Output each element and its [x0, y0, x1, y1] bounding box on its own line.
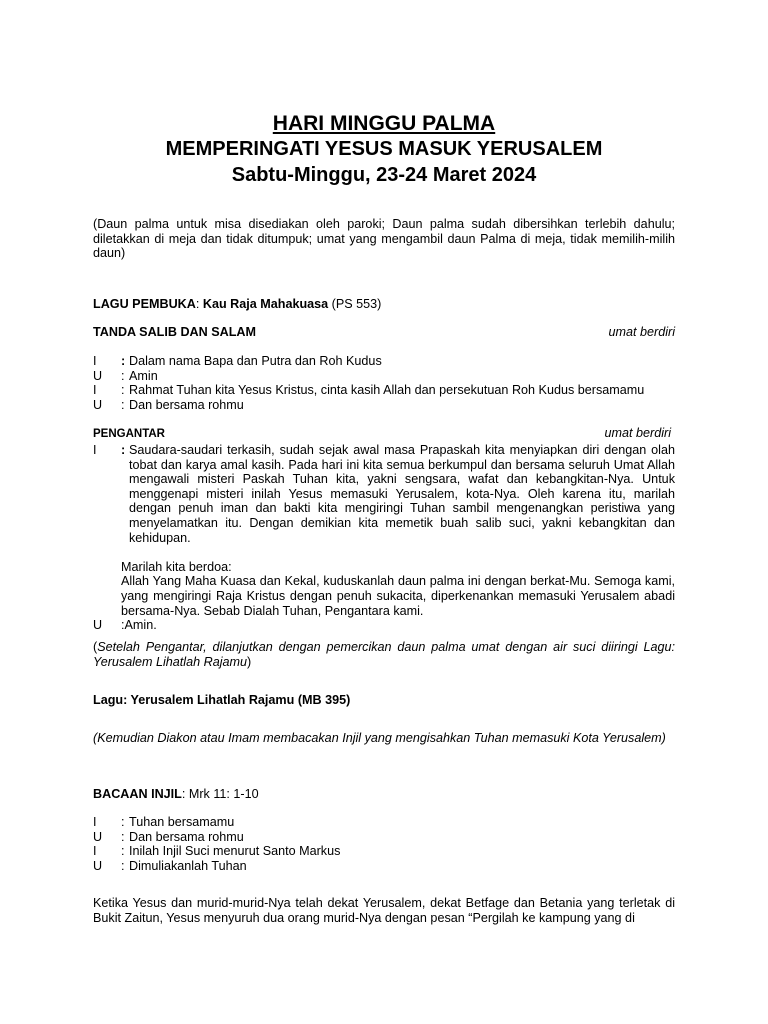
speaker-label: I: [93, 383, 97, 398]
prayer-text: Allah Yang Maha Kuasa dan Kekal, kuduskanlah daun palma ini dengan berkat-Mu. Semoga kami, yang mengiringi Raja Kristus dengan penuh sukacita, diperkenankan memasuki Yerusalem abadi bersama-Nya. Sebab Dialah Tuhan, Pengantara kami.: [121, 574, 675, 618]
pengantar-note: umat berdiri: [604, 426, 671, 440]
pengantar-paragraph: [93, 443, 675, 545]
after-pengantar-note: [93, 640, 675, 669]
intro-note: (Daun palma untuk misa disediakan oleh paroki; Daun palma sudah dibersihkan terlebih dahulu; diletakkan di meja dan tidak ditumpuk; umat yang mengambil daun Palma di meja, tidak memilih-milih daun): [93, 217, 675, 261]
colon: :: [121, 815, 125, 829]
speaker-label: U: [93, 368, 103, 383]
gospel-text: Ketika Yesus dan murid-murid-Nya telah dekat Yerusalem, dekat Betfage dan Betania yang terletak di Bukit Zaitun, Yesus menyuruh dua orang murid-Nya dengan pesan “Pergilah ke kampung yang di: [93, 896, 675, 925]
dialogue-line: [93, 369, 675, 384]
bacaan-injil-ref: : Mrk 11: 1-10: [181, 787, 259, 801]
title-line-1: HARI MINGGU PALMA: [272, 112, 496, 135]
pengantar-body: [93, 443, 675, 633]
dialogue-text: Rahmat Tuhan kita Yesus Kristus, cinta kasih Allah dan persekutuan Roh Kudus bersamamu: [129, 383, 645, 398]
paren-close: ): [247, 654, 252, 669]
lagu-pembuka-label: LAGU PEMBUKA: [93, 297, 196, 311]
colon: :: [121, 368, 125, 383]
dialogue-text: Tuhan bersamamu: [129, 815, 235, 829]
dialogue-text: Inilah Injil Suci menurut Santo Markus: [129, 844, 341, 859]
dialogue-line: [93, 398, 675, 413]
dialogue-line: [93, 383, 675, 398]
dialogue-line: [93, 830, 675, 845]
speaker-label: I: [93, 844, 97, 859]
dialogue-line: [93, 815, 675, 830]
colon: :: [121, 858, 125, 873]
speaker-label: I: [93, 443, 97, 457]
dialogue-text: Dan bersama rohmu: [129, 397, 244, 412]
tanda-salib-note: umat berdiri: [608, 325, 675, 339]
paren-open: (: [93, 640, 98, 654]
pengantar-heading: PENGANTAR: [93, 428, 165, 440]
speaker-label: I: [93, 815, 97, 829]
speaker-label: U: [93, 397, 103, 412]
after-pengantar-text: Setelah Pengantar, dilanjutkan dengan pemercikan daun palma umat dengan air suci diiringi Lagu: Yerusalem Lihatlah Rajamu: [93, 640, 675, 669]
lagu-pembuka-song: Kau Raja Mahakuasa: [202, 297, 329, 311]
dialogue-text: Dan bersama rohmu: [129, 829, 244, 844]
colon: :: [121, 397, 125, 412]
bacaan-injil-label: BACAAN INJIL: [93, 787, 182, 801]
title-block: [93, 111, 675, 189]
prayer-intro: Marilah kita berdoa:: [121, 559, 232, 574]
speaker-label: U: [93, 618, 103, 633]
colon: :: [121, 844, 125, 859]
lagu-pembuka-sep: :: [195, 297, 203, 311]
speaker-label: U: [93, 829, 103, 844]
colon: :: [121, 383, 125, 398]
lagu-pembuka-ref: (PS 553): [328, 297, 382, 311]
bacaan-injil-dialogue: [93, 815, 675, 873]
amen-line: [93, 618, 675, 633]
amen-text: :Amin.: [121, 618, 157, 633]
speaker-label: I: [93, 354, 97, 368]
tanda-salib-dialogue: [93, 354, 675, 412]
title-line-2: MEMPERINGATI YESUS MASUK YERUSALEM: [165, 138, 603, 160]
lagu-yerusalem: Lagu: Yerusalem Lihatlah Rajamu (MB 395): [93, 693, 351, 707]
tanda-salib-heading: TANDA SALIB DAN SALAM: [93, 325, 257, 339]
dialogue-text: Dalam nama Bapa dan Putra dan Roh Kudus: [129, 354, 382, 368]
title-line-3-date: Sabtu-Minggu, 23-24 Maret 2024: [231, 164, 537, 186]
document-page: [93, 0, 675, 1024]
dialogue-text: Amin: [129, 368, 158, 383]
dialogue-line: [93, 844, 675, 859]
colon: :: [121, 354, 126, 368]
colon: :: [121, 443, 126, 457]
tanda-salib-heading-row: [93, 325, 675, 340]
diakon-note: (Kemudian Diakon atau Imam membacakan Injil yang mengisahkan Tuhan memasuki Kota Yerusalem): [93, 731, 666, 745]
speaker-label: U: [93, 858, 103, 873]
lagu-pembuka: [93, 297, 675, 312]
pengantar-text: Saudara-saudari terkasih, sudah sejak awal masa Prapaskah kita menyiapkan diri dengan olah tobat dan karya amal kasih. Pada hari ini kita semua berkumpul dan bersama seluruh Umat Allah mengawali misteri Paskah Tuhan kita, yakni sengsara, wafat dan kebangkitan-Nya. Untuk menggenapi misteri inilah Yesus memasuki Yerusalem, kota-Nya. Oleh karena itu, marilah dengan penuh iman dan bakti kita mengiringi Tuhan sambil mengenangkan peristiwa yang menyelamatkan itu. Dengan demikian kita memetik buah salib suci, yakni kebangkitan dan kehidupan.: [129, 443, 675, 545]
dialogue-line: [93, 354, 675, 369]
pengantar-heading-row: [93, 426, 675, 442]
bacaan-injil-heading: [93, 787, 675, 802]
colon: :: [121, 829, 125, 844]
dialogue-line: [93, 859, 675, 874]
dialogue-text: Dimuliakanlah Tuhan: [129, 858, 247, 873]
